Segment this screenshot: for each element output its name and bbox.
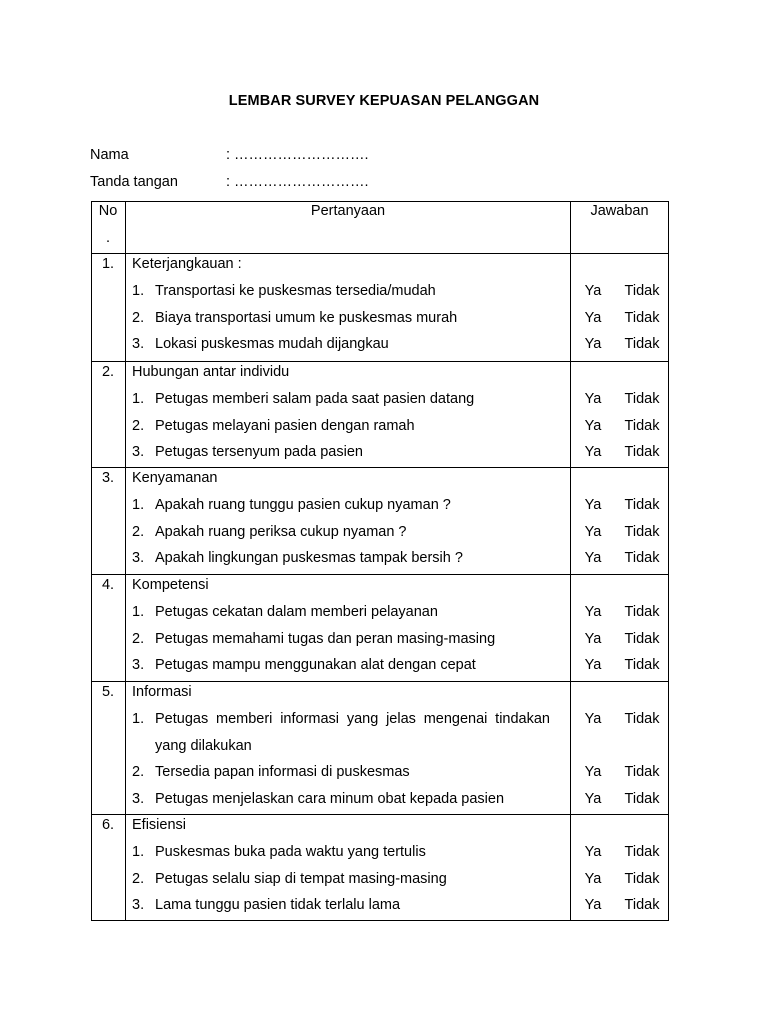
no-column-divider [125, 201, 126, 921]
question-number: 3. [132, 444, 145, 461]
section-number: 6. [101, 817, 115, 833]
answer-tidak[interactable]: Tidak [624, 710, 660, 727]
question-number: 3. [132, 897, 145, 914]
answer-ya[interactable]: Ya [584, 390, 602, 407]
answer-tidak[interactable]: Tidak [624, 523, 660, 540]
question-text: Petugas tersenyum pada pasien [155, 444, 363, 461]
question-number: 2. [132, 870, 145, 887]
question-number: 1. [132, 843, 145, 860]
header-no-dot: . [105, 230, 111, 246]
answer-ya[interactable]: Ya [584, 764, 602, 781]
question-number: 2. [132, 764, 145, 781]
question-number: 2. [132, 523, 145, 540]
answer-tidak[interactable]: Tidak [624, 336, 660, 353]
section-category: Kenyamanan [132, 470, 218, 486]
answer-ya[interactable]: Ya [584, 630, 602, 647]
section-number: 5. [101, 684, 115, 700]
answer-ya[interactable]: Ya [584, 657, 602, 674]
question-text: Petugas memahami tugas dan peran masing-masing [155, 630, 496, 647]
question-text: Petugas mampu menggunakan alat dengan cepat [155, 657, 476, 674]
answer-ya[interactable]: Ya [584, 897, 602, 914]
answer-ya[interactable]: Ya [584, 550, 602, 567]
answer-tidak[interactable]: Tidak [624, 897, 660, 914]
answer-tidak[interactable]: Tidak [624, 657, 660, 674]
answer-ya[interactable]: Ya [584, 444, 602, 461]
name-value[interactable]: : ………………………. [226, 147, 369, 163]
section-number: 3. [101, 470, 115, 486]
header-no: No [98, 203, 118, 219]
answer-tidak[interactable]: Tidak [624, 282, 660, 299]
answer-ya[interactable]: Ya [584, 523, 602, 540]
question-number: 1. [132, 282, 145, 299]
question-number: 1. [132, 603, 145, 620]
section-category: Efisiensi [132, 817, 186, 833]
answer-ya[interactable]: Ya [584, 870, 602, 887]
answer-ya[interactable]: Ya [584, 282, 602, 299]
question-number: 3. [132, 336, 145, 353]
question-text: Petugas menjelaskan cara minum obat kepada pasien [155, 791, 505, 808]
question-number: 1. [132, 710, 145, 727]
question-text: Apakah ruang tunggu pasien cukup nyaman ? [155, 496, 451, 513]
answer-ya[interactable]: Ya [584, 843, 602, 860]
question-text: Lokasi puskesmas mudah dijangkau [155, 336, 389, 353]
question-text: Petugas memberi salam pada saat pasien datang [155, 390, 475, 407]
question-number: 1. [132, 390, 145, 407]
question-number: 3. [132, 550, 145, 567]
answer-tidak[interactable]: Tidak [624, 630, 660, 647]
answer-ya[interactable]: Ya [584, 791, 602, 808]
answer-tidak[interactable]: Tidak [624, 309, 660, 326]
question-number: 1. [132, 496, 145, 513]
question-text: Lama tunggu pasien tidak terlalu lama [155, 897, 401, 914]
table-border-left [91, 201, 92, 921]
table-border-bottom [91, 920, 669, 921]
question-text: Petugas memberi informasi yang jelas mengenai tindakan [155, 710, 550, 727]
question-text: Petugas melayani pasien dengan ramah [155, 417, 415, 434]
page-title: LEMBAR SURVEY KEPUASAN PELANGGAN [228, 93, 540, 109]
question-text: Transportasi ke puskesmas tersedia/mudah [155, 282, 436, 299]
answer-tidak[interactable]: Tidak [624, 550, 660, 567]
answer-ya[interactable]: Ya [584, 603, 602, 620]
question-text: Tersedia papan informasi di puskesmas [155, 764, 410, 781]
section-number: 4. [101, 577, 115, 593]
question-number: 2. [132, 309, 145, 326]
section-number: 2. [101, 364, 115, 380]
answer-ya[interactable]: Ya [584, 309, 602, 326]
signature-label: Tanda tangan [90, 174, 178, 190]
answer-tidak[interactable]: Tidak [624, 390, 660, 407]
section-category: Informasi [132, 684, 192, 700]
question-text: Apakah lingkungan puskesmas tampak bersih ? [155, 550, 463, 567]
answer-ya[interactable]: Ya [584, 336, 602, 353]
answer-ya[interactable]: Ya [584, 710, 602, 727]
question-text: Puskesmas buka pada waktu yang tertulis [155, 843, 426, 860]
answer-tidak[interactable]: Tidak [624, 791, 660, 808]
header-question: Pertanyaan [310, 203, 386, 219]
question-number: 3. [132, 657, 145, 674]
answer-ya[interactable]: Ya [584, 496, 602, 513]
header-answer: Jawaban [590, 203, 649, 219]
answer-tidak[interactable]: Tidak [624, 417, 660, 434]
answer-tidak[interactable]: Tidak [624, 496, 660, 513]
section-category: Hubungan antar individu [132, 364, 290, 380]
name-label: Nama [90, 147, 129, 163]
survey-table [91, 201, 669, 921]
question-number: 3. [132, 791, 145, 808]
question-number: 2. [132, 630, 145, 647]
question-text: Biaya transportasi umum ke puskesmas murah [155, 309, 458, 326]
question-text: Petugas selalu siap di tempat masing-masing [155, 870, 447, 887]
answer-tidak[interactable]: Tidak [624, 603, 660, 620]
answer-tidak[interactable]: Tidak [624, 843, 660, 860]
question-text: Petugas cekatan dalam memberi pelayanan [155, 603, 438, 620]
signature-value[interactable]: : ………………………. [226, 174, 369, 190]
answer-tidak[interactable]: Tidak [624, 444, 660, 461]
answer-tidak[interactable]: Tidak [624, 764, 660, 781]
question-text: Apakah ruang periksa cukup nyaman ? [155, 523, 407, 540]
section-category: Keterjangkauan : [132, 256, 242, 272]
section-category: Kompetensi [132, 577, 209, 593]
question-number: 2. [132, 417, 145, 434]
question-text-continued: yang dilakukan [155, 737, 252, 754]
answer-ya[interactable]: Ya [584, 417, 602, 434]
section-number: 1. [101, 256, 115, 272]
answer-tidak[interactable]: Tidak [624, 870, 660, 887]
